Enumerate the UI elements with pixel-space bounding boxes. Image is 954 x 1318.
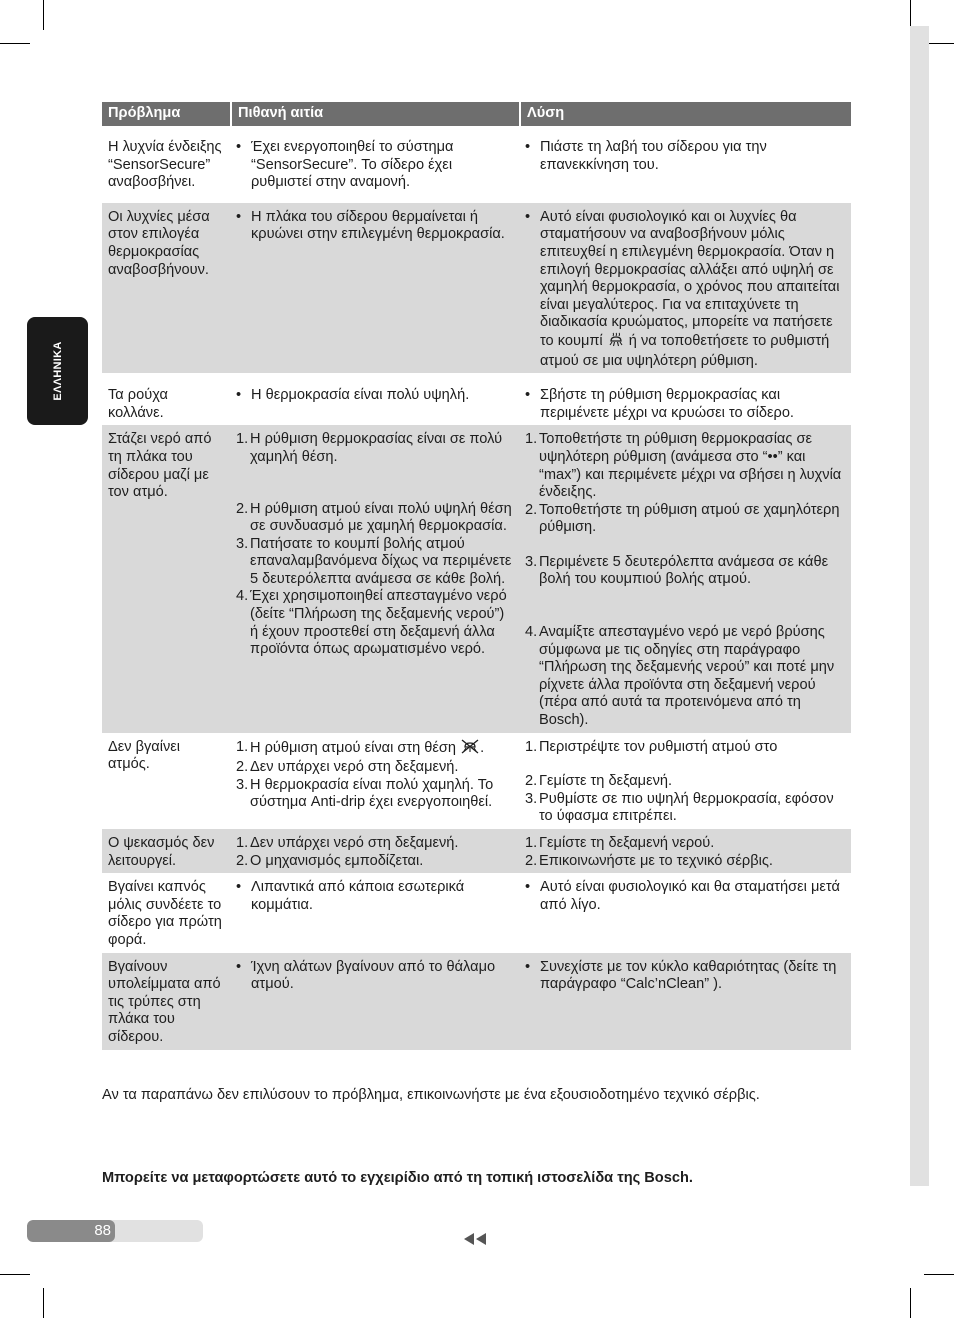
crop-mark [43, 0, 44, 30]
table-row [102, 203, 851, 373]
page-number: 88 [27, 1220, 115, 1242]
cause-cell: 1. Η ρύθμιση θερμοκρασίας είναι σε πολύ χαμηλή θέση. 2. Η ρύθμιση ατμού είναι πολύ υψηλή θέση σε συνδυασμό με χαμηλή θερμοκρασία. 3. Πατήσατε το κουμπί βολής ατμού επαναλαμβανόμενα δίχως να περιμένετε 5 δευτερόλεπτα ανάμεσα σε κάθε βολή. 4. Έχει χρησιμοποιηθεί απεσταγμένο νερό (δείτε “Πλήρωση της δεξαμενής νερού”) ή έχουν προστεθεί στη δεξαμενή άλλα προϊόντα όπως αρωματισμένο νερό. [230, 425, 519, 732]
cause-cell: • Λιπαντικά από κάποια εσωτερικά κομμάτια. [236, 879, 465, 913]
solution-cell: 1. Τοποθετήστε τη ρύθμιση θερμοκρασίας σε υψηλότερη ρύθμιση (ανάμεσα στο “••” και “max”) και περιμένετε μέχρι να σβήσει η λυχνία ένδειξης. 2. Τοποθετήστε τη ρύθμιση ατμού σε χαμηλότερη ρύθμιση. 3. Περιμένετε 5 δευτερόλεπτα ανάμεσα σε κάθε βολή του κουμπιού βολής ατμού. 4. Αναμίξτε απεσταγμένο νερό με νερό βρύσης σύμφωνα με τις οδηγίες στη παράγραφο “Πλήρωση της δεξαμενής νερού” και ποτέ μην ρίχνετε άλλα προϊόντα στη δεξαμενή νερού (πέρα από αυτά τα προτεινόμενα από τη Bosch). [519, 425, 851, 732]
header-cause: Πιθανή αιτία [230, 102, 519, 126]
solution-cell: • Πιάστε τη λαβή του σίδερου για την επανεκκίνηση του. [525, 139, 767, 173]
problem-cell: Δεν βγαίνει ατμός. [108, 738, 181, 773]
page-number-bar [27, 1220, 203, 1242]
solution-cell: • Συνεχίστε με τον κύκλο καθαριότητας (δείτε τη παράγραφο “Calc’nClean” ). [519, 953, 851, 1050]
problem-cell: Στάζει νερό από τη πλάκα του σίδερου μαζί με τον ατμό. [102, 425, 230, 732]
problem-cell: Ο ψεκασμός δεν λειτουργεί. [102, 829, 230, 873]
table-row [102, 133, 851, 195]
footer-note: Αν τα παραπάνω δεν επιλύσουν το πρόβλημα, επικοινωνήστε με ένα εξουσιοδοτημένο τεχνικό σέρβις. [102, 1087, 760, 1103]
crop-mark [0, 1274, 30, 1275]
table-row [102, 425, 851, 732]
steam-off-icon [461, 739, 479, 760]
solution-cell: • Αυτό είναι φυσιολογικό και θα σταματήσει μετά από λίγο. [525, 879, 840, 913]
cause-cell: • Ίχνη αλάτων βγαίνουν από το θάλαμο ατμού. [230, 953, 519, 1050]
language-tab [27, 317, 88, 425]
problem-cell: Οι λυχνίες μέσα στον επιλογέα θερμοκρασίας αναβοσβήνουν. [102, 203, 230, 373]
steam-burst-icon [608, 332, 624, 353]
troubleshooting-table [102, 102, 851, 1050]
crop-mark [0, 43, 30, 44]
cause-cell: 1. Η ρύθμιση ατμού είναι στη θέση . 2. Δεν υπάρχει νερό στη δεξαμενή. 3. Η θερμοκρασία είναι πολύ χαμηλή. Το σύστημα Anti-drip έχει ενεργοποιηθεί. [236, 738, 494, 811]
page-edge-bar [910, 26, 929, 1186]
header-problem: Πρόβλημα [102, 102, 230, 126]
cause-cell: 1. Δεν υπάρχει νερό στη δεξαμενή. 2. Ο μηχανισμός εμποδίζεται. [230, 829, 519, 873]
crop-mark [43, 1288, 44, 1318]
nav-arrows-icon [463, 1232, 489, 1251]
table-row [102, 733, 851, 829]
table-row [102, 829, 851, 873]
solution-cell: • Σβήστε τη ρύθμιση θερμοκρασίας και περιμένετε μέχρι να κρυώσει το σίδερο. [525, 387, 794, 421]
table-row [102, 381, 851, 425]
problem-cell: Τα ρούχα κολλάνε. [108, 387, 168, 421]
problem-cell: Η λυχνία ένδειξης “SensorSecure” αναβοσβήνει. [108, 139, 222, 191]
header-solution: Λύση [519, 102, 851, 126]
table-row [102, 873, 851, 952]
crop-mark [924, 1274, 954, 1275]
cause-cell: • Η θερμοκρασία είναι πολύ υψηλή. [236, 387, 470, 404]
cause-cell: • Η πλάκα του σίδερου θερμαίνεται ή κρυώνει στην επιλεγμένη θερμοκρασία. [230, 203, 519, 373]
problem-cell: Βγαίνει καπνός μόλις συνδέετε το σίδερο για πρώτη φορά. [108, 879, 222, 948]
solution-cell: 1. Γεμίστε τη δεξαμενή νερού. 2. Επικοινωνήστε με το τεχνικό σέρβις. [519, 829, 851, 873]
download-note: Μπορείτε να μεταφορτώσετε αυτό το εγχειρίδιο από τη τοπική ιστοσελίδα της Bosch. [102, 1170, 693, 1186]
language-label: ΕΛΛΗΝΙΚΑ [51, 341, 64, 401]
solution-cell: 1. Περιστρέψτε τον ρυθμιστή ατμού στο 2. Γεμίστε τη δεξαμενή. 3. Ρυθμίστε σε πιο υψηλή θερμοκρασία, εφόσον το ύφασμα επιτρέπει. [525, 738, 834, 825]
solution-cell: • Αυτό είναι φυσιολογικό και οι λυχνίες θα σταματήσουν να αναβοσβήνουν μόλις επιτευχθεί η επιλεγμένη θερμοκρασία. Όταν η επιλογή θερμοκρασίας αλλάξει από υψηλή σε χαμηλή θερμοκρασία, ο χρόνος που απαιτείται είναι μεγαλύτερος. Για να επιταχύνετε τη διαδικασία κρυώματος, μπορείτε να πατήσετε το κουμπί ή να τοποθετήσετε το ρυθμιστή ατμού σε μια υψηλότερη ρύθμιση. [519, 203, 851, 373]
crop-mark [910, 1288, 911, 1318]
problem-cell: Βγαίνουν υπολείμματα από τις τρύπες στη πλάκα του σίδερου. [102, 953, 230, 1050]
table-row [102, 953, 851, 1050]
cause-cell: • Έχει ενεργοποιηθεί το σύστημα “SensorSecure”. Το σίδερο έχει ρυθμιστεί στην αναμονή. [236, 139, 454, 191]
